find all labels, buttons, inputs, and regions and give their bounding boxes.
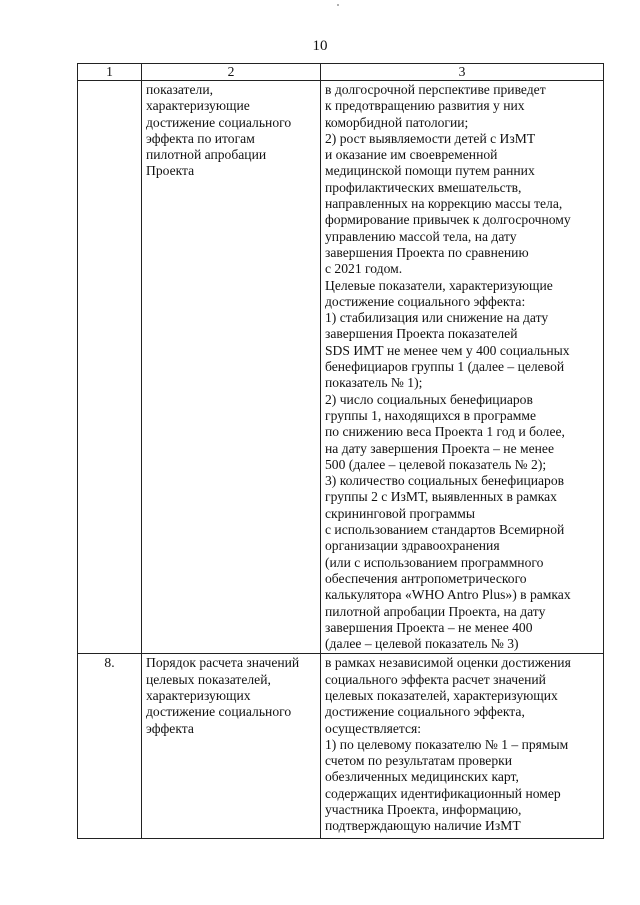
indicator-name-line: показатели, — [146, 82, 213, 97]
indicator-description-line: 2) рост выявляемости детей с ИзМТ — [325, 130, 536, 146]
indicator-description-line: завершения Проекта по сравнению — [325, 244, 529, 260]
indicator-description-line: достижение социального эффекта, — [325, 704, 525, 720]
indicator-description-line: медицинской помощи путем ранних — [325, 163, 535, 179]
indicator-name-line: целевых показателей, — [146, 671, 271, 687]
indicator-description-line: обезличенных медицинских карт, — [325, 769, 519, 785]
indicator-description-line: социального эффекта расчет значений — [325, 671, 546, 687]
indicator-name-cell — [142, 81, 321, 654]
indicator-description-line: управлению массой тела, на дату — [325, 228, 517, 244]
indicator-description-line: организации здравоохранения — [325, 538, 500, 554]
indicator-description-line: (или с использованием программного — [325, 554, 544, 570]
column-header-3: 3 — [321, 64, 604, 81]
indicator-name-line: эффекта — [146, 720, 194, 736]
indicator-description-line: 1) стабилизация или снижение на дату — [325, 310, 549, 326]
indicator-name-line: достижение социального — [146, 114, 292, 130]
indicator-description-line: с использованием стандартов Всемирной — [325, 522, 565, 538]
table-row — [78, 81, 604, 654]
indicator-description-line: по снижению веса Проекта 1 год и более, — [325, 424, 565, 440]
column-header-2: 2 — [142, 64, 321, 81]
indicator-description-line: 1) по целевому показателю № 1 – прямым — [325, 736, 569, 752]
indicator-description-line: содержащих идентификационный номер — [325, 785, 561, 801]
indicator-description-line: направленных на коррекцию массы тела, — [325, 196, 563, 212]
scan-speck — [337, 4, 339, 6]
indicator-description-line: с 2021 годом. — [325, 261, 403, 277]
indicator-name-line: пилотной апробации — [146, 147, 267, 163]
indicator-description-line: группы 2 с ИзМТ, выявленных в рамках — [325, 489, 557, 505]
indicator-description-line: к предотвращению развития у них — [325, 98, 525, 114]
indicator-description-line: на дату завершения Проекта – не менее — [325, 440, 554, 456]
indicator-description-cell — [321, 81, 604, 654]
indicator-description-line: завершения Проекта показателей — [325, 326, 518, 342]
indicator-name-line: Порядок расчета значений — [146, 655, 300, 671]
indicator-description-line: SDS ИМТ не менее чем у 400 социальных — [325, 342, 570, 358]
indicator-description-line: скрининговой программы — [325, 505, 475, 521]
table-row — [78, 654, 604, 838]
table-header-row — [78, 64, 604, 81]
indicator-description-line: коморбидной патологии; — [325, 114, 469, 130]
indicator-description-line: профилактических вмешательств, — [325, 179, 522, 195]
indicator-description-line: 2) число социальных бенефициаров — [325, 391, 533, 407]
indicator-description-line: 500 (далее – целевой показатель № 2); — [325, 456, 547, 472]
indicator-description-line: Целевые показатели, характеризующие — [325, 277, 553, 293]
indicator-description-line: обеспечения антропометрического — [325, 570, 527, 586]
indicator-name-line: характеризующие — [146, 98, 250, 114]
indicator-description-line: (далее – целевой показатель № 3) — [325, 636, 519, 652]
indicator-description-line: счетом по результатам проверки — [325, 753, 512, 769]
indicator-description-line: формирование привычек к долгосрочному — [325, 212, 571, 228]
indicator-description-line: бенефициаров группы 1 (далее – целевой — [325, 359, 565, 375]
indicator-description-cell — [321, 654, 604, 838]
indicator-description-line: и оказание им своевременной — [325, 147, 498, 163]
indicator-description-line: калькулятора «WHO Antro Plus») в рамках — [325, 587, 571, 603]
indicator-name-line: достижение социального — [146, 704, 292, 720]
indicator-name-line: эффекта по итогам — [146, 130, 255, 146]
indicator-description-line: достижение социального эффекта: — [325, 293, 526, 309]
indicator-description-line: 3) количество социальных бенефициаров — [325, 473, 565, 489]
row-number-cell — [78, 81, 142, 654]
indicator-description-line: подтверждающую наличие ИзМТ — [325, 818, 521, 834]
indicator-description-line: показатель № 1); — [325, 375, 423, 391]
indicator-name-line: характеризующих — [146, 687, 251, 703]
indicator-name-cell — [142, 654, 321, 838]
indicator-description-line: участника Проекта, информацию, — [325, 802, 522, 818]
indicator-description-line: в рамках независимой оценки достижения — [325, 655, 571, 671]
page-number: 10 — [312, 38, 328, 54]
row-number-cell: 8. — [78, 654, 142, 838]
indicator-description-line: осуществляется: — [325, 720, 422, 736]
column-header-1: 1 — [78, 64, 142, 81]
indicator-description-line: пилотной апробации Проекта, на дату — [325, 603, 546, 619]
indicator-description-line: целевых показателей, характеризующих — [325, 687, 558, 703]
indicator-description-line: в долгосрочной перспективе приведет — [325, 82, 546, 97]
indicator-description-line: группы 1, находящихся в программе — [325, 407, 536, 423]
document-table — [77, 63, 604, 839]
indicator-description-line: завершения Проекта – не менее 400 — [325, 619, 533, 635]
indicator-name-line: Проекта — [146, 163, 195, 179]
